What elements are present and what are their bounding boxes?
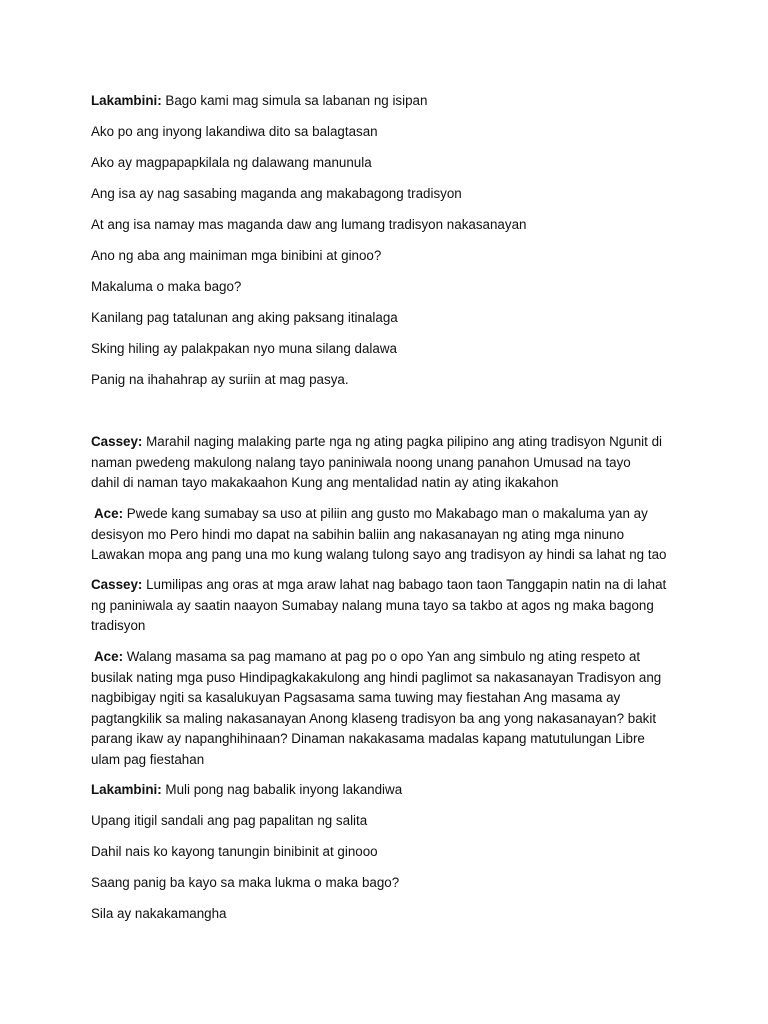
paragraph-line: Lawakan mopa ang pang una mo kung walang tulong sayo ang tradisyon ay hindi sa lahat ng tao bbox=[91, 547, 667, 562]
paragraph-line: ng paniniwala ay saatin naayon Sumabay nalang muna tayo sa takbo at agos ng maka bagong bbox=[91, 597, 654, 613]
cassey-paragraph-2 bbox=[91, 575, 666, 637]
paragraph-text: Lumilipas ang oras at mga araw lahat nag babago taon taon Tanggapin natin na di lahat bbox=[146, 577, 667, 592]
paragraph-line: desisyon mo Pero hindi mo dapat na sabihin baliin ang nakasanayan ng ating mga ninuno bbox=[91, 526, 625, 542]
speaker-label: Cassey: bbox=[91, 577, 143, 592]
outro-line: Sila ay nakakamangha bbox=[91, 906, 227, 921]
cassey-paragraph-1 bbox=[91, 432, 662, 494]
paragraph-line bbox=[91, 575, 666, 596]
intro-line: Kanilang pag tatalunan ang aking paksang itinalaga bbox=[91, 310, 398, 325]
paragraph-text: Pwede kang sumabay sa uso at piliin ang gusto mo Makabago man o makaluma yan ay bbox=[126, 506, 648, 521]
paragraph-line: tradisyon bbox=[91, 618, 146, 633]
paragraph-line: nagbibigay ngiti sa kasalukuyan Pagsasama sama tuwing may fiestahan Ang masama ay bbox=[91, 690, 621, 705]
paragraph-line: pagtangkilik sa maling nakasanayan Anong klaseng tradisyon ba ang yong nakasanayan? bakit bbox=[91, 710, 657, 726]
speaker-label: Lakambini: bbox=[91, 782, 162, 797]
speaker-label: Ace: bbox=[94, 649, 124, 664]
verse-text: Muli pong nag babalik inyong lakandiwa bbox=[165, 782, 403, 797]
outro-line: Dahil nais ko kayong tanungin binibinit at ginooo bbox=[91, 844, 378, 859]
verse-text: Bago kami mag simula sa labanan ng isipan bbox=[165, 93, 428, 108]
intro-line: Sking hiling ay palakpakan nyo muna silang dalawa bbox=[91, 341, 397, 356]
intro-line-1 bbox=[91, 92, 427, 110]
outro-line-1 bbox=[91, 781, 402, 799]
speaker-label: Lakambini: bbox=[91, 93, 162, 108]
ace-paragraph-2 bbox=[91, 647, 662, 770]
intro-line: Panig na ihahahrap ay suriin at mag pasya. bbox=[91, 372, 349, 387]
intro-line: Ang isa ay nag sasabing maganda ang makabagong tradisyon bbox=[91, 186, 462, 201]
paragraph-line: naman pwedeng makulong nalang tayo paniniwala noong unang panahon Umusad na tayo bbox=[91, 454, 631, 470]
paragraph-line bbox=[91, 432, 662, 453]
intro-line: Ako ay magpapapkilala ng dalawang manunula bbox=[91, 155, 372, 170]
paragraph-line: ulam pag fiestahan bbox=[91, 751, 205, 767]
speaker-label: Cassey: bbox=[91, 434, 143, 449]
paragraph-line bbox=[94, 504, 666, 525]
paragraph-text: Marahil naging malaking parte nga ng ating pagka pilipino ang ating tradisyon Ngunit di bbox=[146, 434, 662, 449]
outro-line: Saang panig ba kayo sa maka lukma o maka bago? bbox=[91, 875, 400, 890]
intro-line: Ano ng aba ang mainiman mga binibini at ginoo? bbox=[91, 248, 382, 263]
paragraph-line: dahil di naman tayo makakaahon Kung ang mentalidad natin ay ating ikakahon bbox=[91, 475, 559, 490]
paragraph-line bbox=[94, 647, 661, 668]
paragraph-text: Walang masama sa pag mamano at pag po o opo Yan ang simbulo ng ating respeto at bbox=[126, 649, 641, 664]
speaker-label: Ace: bbox=[94, 506, 124, 521]
intro-line: Ako po ang inyong lakandiwa dito sa balagtasan bbox=[91, 124, 378, 139]
paragraph-line: parang ikaw ay napanghihinaan? Dinaman nakakasama madalas kapang matutulungan Libre bbox=[91, 731, 645, 746]
intro-line: Makaluma o maka bago? bbox=[91, 279, 242, 294]
intro-line: At ang isa namay mas maganda daw ang lumang tradisyon nakasanayan bbox=[91, 217, 527, 232]
paragraph-line: busilak nating mga puso Hindipagkakakulong ang hindi paglimot sa nakasanayan Tradisyon ang bbox=[91, 669, 662, 685]
outro-line: Upang itigil sandali ang pag papalitan ng salita bbox=[91, 813, 368, 828]
ace-paragraph-1 bbox=[91, 504, 667, 566]
